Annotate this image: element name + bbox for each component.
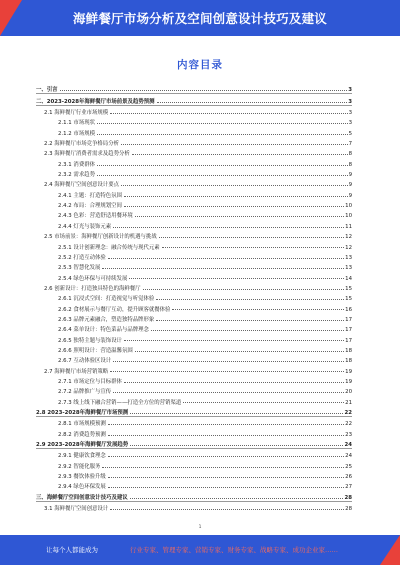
toc-entry-page: 12 <box>345 234 352 241</box>
toc-entry-label: 2.6.3 品牌元素融合，塑造独特品牌形象 <box>58 316 155 323</box>
toc-entry-page: 28 <box>345 506 352 513</box>
toc-leader-dots <box>113 392 344 393</box>
toc-entry[interactable] <box>36 178 352 188</box>
toc-leader-dots <box>135 216 344 217</box>
toc-entry[interactable] <box>36 364 352 374</box>
toc-leader-dots <box>124 382 344 383</box>
toc-entry-label: 2.6.4 菜单设计：特色菜品与品牌理念 <box>58 327 149 334</box>
toc-leader-dots <box>113 227 344 228</box>
toc-entry-page: 17 <box>345 337 352 344</box>
toc-entry[interactable] <box>36 137 352 147</box>
toc-entry-label: 2.6.6 照明设计：营造温馨氛围 <box>58 347 133 354</box>
toc-entry[interactable] <box>36 271 352 281</box>
toc-entry-page: 12 <box>345 244 352 251</box>
toc-leader-dots <box>97 123 348 124</box>
toc-entry-page: 7 <box>348 141 352 148</box>
toc-entry-label: 2.3 海鲜餐厅消费者需求及趋势分析 <box>44 151 130 158</box>
toc-entry[interactable] <box>36 261 352 271</box>
toc-leader-dots <box>108 456 344 457</box>
toc-leader-dots <box>156 299 344 300</box>
toc-entry-page: 9 <box>348 172 352 179</box>
toc-entry-label: 2.6.1 沉浸式空间：打造视觉与听觉体验 <box>58 296 155 303</box>
toc-entry-label: 2.8 2023-2028年海鲜餐厅市场预测 <box>36 410 129 416</box>
toc-entry-page: 9 <box>348 182 352 189</box>
page-number: 1 <box>198 525 202 530</box>
toc-leader-dots <box>110 509 344 510</box>
toc-leader-dots <box>124 340 344 341</box>
toc-leader-dots <box>60 90 348 91</box>
toc-leader-dots <box>135 351 344 352</box>
toc-entry-label: 2.9.1 健康饮食理念 <box>58 453 106 460</box>
toc-entry[interactable] <box>36 323 352 333</box>
toc-entry-label: 2.4 海鲜餐厅空间创意设计要点 <box>44 182 119 189</box>
toc-leader-dots <box>159 237 344 238</box>
toc-leader-dots <box>151 330 344 331</box>
toc-leader-dots <box>130 445 343 446</box>
toc-entry[interactable] <box>36 313 352 323</box>
toc-leader-dots <box>110 113 347 114</box>
toc-entry[interactable] <box>36 438 352 449</box>
toc-entry[interactable] <box>36 395 352 405</box>
toc-entry-page: 25 <box>345 463 352 470</box>
toc-entry-label: 2.5.1 设计创新理念：融合传统与现代元素 <box>58 244 160 251</box>
toc-leader-dots <box>108 477 344 478</box>
toc-entry[interactable] <box>36 502 352 512</box>
toc-entry[interactable] <box>36 106 352 116</box>
toc-entry[interactable] <box>36 188 352 198</box>
toc-leader-dots <box>130 498 344 499</box>
toc-entry-page: 5 <box>348 130 352 137</box>
toc-leader-dots <box>183 402 344 403</box>
toc-leader-dots <box>124 196 348 197</box>
toc-entry[interactable] <box>36 251 352 261</box>
toc-entry-page: 21 <box>345 399 352 406</box>
toc-entry[interactable] <box>36 449 352 459</box>
toc-entry-page: 3 <box>348 110 352 117</box>
toc-entry-page: 27 <box>345 484 352 491</box>
toc-entry[interactable] <box>36 219 352 229</box>
toc-entry-page: 18 <box>345 347 352 354</box>
toc-leader-dots <box>124 206 344 207</box>
toc-entry-page: 17 <box>345 316 352 323</box>
toc-entry-label: 2.8.2 消费趋势预测 <box>58 431 106 438</box>
toc-entry-label: 2.9.3 餐饮体验升级 <box>58 474 106 481</box>
toc-entry-label: 2.9.2 智能化服务 <box>58 463 101 470</box>
toc-entry-label: 2.3.2 需求趋势 <box>58 172 95 179</box>
toc-leader-dots <box>121 144 348 145</box>
toc-entry-page: 24 <box>344 442 352 449</box>
toc-entry[interactable] <box>36 168 352 178</box>
toc-entry[interactable] <box>36 116 352 126</box>
page-footer-banner <box>0 535 400 565</box>
page-header-banner <box>0 0 400 36</box>
toc-entry[interactable] <box>36 302 352 312</box>
toc-entry-label: 一、引言 <box>36 87 58 94</box>
toc-leader-dots <box>132 154 348 155</box>
toc-entry[interactable] <box>36 157 352 167</box>
toc-entry-label: 2.1.1 市场现状 <box>58 120 95 127</box>
toc-entry-page: 13 <box>345 265 352 272</box>
toc-entry-page: 17 <box>345 327 352 334</box>
toc-entry[interactable] <box>36 417 352 427</box>
toc-entry-page: 18 <box>345 358 352 365</box>
toc-leader-dots <box>129 278 344 279</box>
toc-leader-dots <box>121 185 348 186</box>
toc-entry-page: 3 <box>348 120 352 127</box>
toc-leader-dots <box>162 247 344 248</box>
toc-entry-page: 22 <box>344 410 352 416</box>
toc-entry-label: 2.9.4 绿色环保发展 <box>58 484 106 491</box>
toc-entry-label: 2.7.3 线上线下融合营销——打造全方位的营销渠道 <box>58 399 182 406</box>
toc-entry-label: 2.3.1 消费群体 <box>58 161 95 168</box>
toc-entry-page: 10 <box>345 213 352 220</box>
toc-entry-label: 2.5.3 智慧化发展 <box>58 265 101 272</box>
toc-entry-page: 20 <box>345 389 352 396</box>
toc-entry[interactable] <box>36 459 352 469</box>
toc-entry-page: 13 <box>345 254 352 261</box>
toc-entry-label: 2.2 海鲜餐厅市场竞争格局分析 <box>44 141 119 148</box>
toc-leader-dots <box>172 309 344 310</box>
toc-entry-label: 2.6.5 独特主题与装饰设计 <box>58 337 122 344</box>
toc-entry[interactable] <box>36 230 352 240</box>
toc-leader-dots <box>102 467 344 468</box>
toc-entry[interactable] <box>36 282 352 292</box>
toc-leader-dots <box>108 424 344 425</box>
toc-leader-dots <box>130 413 343 414</box>
toc-entry-label: 2.6 创新设计：打造独具特色的海鲜餐厅 <box>44 285 141 292</box>
footer-roles: 行业专家、管理专家、营销专家、财务专家、战略专家、成功企业家…… <box>130 546 338 554</box>
toc-entry-label: 3.1 海鲜餐厅空间创意设计 <box>44 506 109 513</box>
toc-entry-label: 二、2023-2028年海鲜餐厅市场前景及趋势预测 <box>36 98 155 105</box>
toc-entry-page: 23 <box>345 431 352 438</box>
toc-entry-page: 8 <box>348 151 352 158</box>
toc-entry[interactable] <box>36 292 352 302</box>
toc-entry-page: 3 <box>348 98 352 105</box>
toc-entry-label: 2.9 2023-2028年海鲜餐厅发展趋势 <box>36 442 129 449</box>
table-of-contents <box>36 83 352 512</box>
toc-leader-dots <box>156 320 344 321</box>
toc-entry-label: 2.4.3 色彩：营造舒适用餐环境 <box>58 213 133 220</box>
toc-entry[interactable] <box>36 94 352 105</box>
toc-leader-dots <box>97 134 348 135</box>
toc-entry-page: 19 <box>345 368 352 375</box>
toc-entry-label: 2.7.1 市场定位与目标群体 <box>58 378 122 385</box>
toc-entry[interactable] <box>36 240 352 250</box>
toc-entry[interactable] <box>36 199 352 209</box>
toc-leader-dots <box>157 102 348 103</box>
toc-entry-page: 19 <box>345 378 352 385</box>
toc-entry-page: 26 <box>345 474 352 481</box>
toc-entry-label: 2.5.2 打造互动体验 <box>58 254 106 261</box>
footer-red-corner <box>380 535 400 565</box>
toc-entry-page: 28 <box>344 494 352 501</box>
toc-entry-label: 2.1.2 市场规模 <box>58 130 95 137</box>
toc-entry-page: 10 <box>345 203 352 210</box>
toc-entry[interactable] <box>36 490 352 501</box>
toc-entry[interactable] <box>36 427 352 437</box>
toc-entry-page: 15 <box>345 296 352 303</box>
toc-leader-dots <box>110 371 344 372</box>
toc-entry-page: 8 <box>348 161 352 168</box>
toc-heading: 内容目录 <box>177 59 223 71</box>
toc-entry-label: 2.6.7 互动体验区设计 <box>58 358 112 365</box>
toc-entry-page: 3 <box>348 87 352 94</box>
toc-leader-dots <box>97 175 348 176</box>
document-title: 海鲜餐厅市场分析及空间创意设计技巧及建议 <box>72 11 327 26</box>
toc-leader-dots <box>143 289 345 290</box>
toc-entry-label: 2.7.2 品牌推广与宣传 <box>58 389 112 396</box>
toc-leader-dots <box>108 258 344 259</box>
toc-entry[interactable] <box>36 147 352 157</box>
toc-leader-dots <box>97 165 348 166</box>
toc-entry-label: 2.4.1 主题：打造特色氛围 <box>58 192 122 199</box>
toc-entry-page: 9 <box>348 192 352 199</box>
toc-entry-label: 2.4.4 灯光与装饰元素 <box>58 223 112 230</box>
toc-entry[interactable] <box>36 344 352 354</box>
toc-entry-label: 三、海鲜餐厅空间创意设计技巧及建议 <box>36 494 128 501</box>
toc-entry[interactable] <box>36 333 352 343</box>
toc-entry[interactable] <box>36 470 352 480</box>
toc-entry-page: 14 <box>345 275 352 282</box>
toc-entry-label: 2.8.1 市场规模预测 <box>58 421 106 428</box>
toc-leader-dots <box>108 487 344 488</box>
toc-entry[interactable] <box>36 480 352 490</box>
toc-entry-page: 15 <box>345 285 352 292</box>
toc-entry-page: 22 <box>345 421 352 428</box>
toc-entry-page: 16 <box>345 306 352 313</box>
toc-entry[interactable] <box>36 126 352 136</box>
toc-leader-dots <box>102 268 344 269</box>
toc-entry-page: 24 <box>345 453 352 460</box>
toc-entry[interactable] <box>36 354 352 364</box>
toc-entry-page: 11 <box>345 223 352 230</box>
toc-entry-label: 2.7 海鲜餐厅市场营销策略 <box>44 368 109 375</box>
toc-entry-label: 2.4.2 布局：合理规划空间 <box>58 203 122 210</box>
toc-leader-dots <box>108 435 344 436</box>
toc-entry[interactable] <box>36 209 352 219</box>
toc-entry-label: 2.6.2 食材展示与餐厅互动，提升顾客就餐体验 <box>58 306 171 313</box>
toc-entry[interactable] <box>36 375 352 385</box>
toc-entry-label: 2.5.4 绿色环保与可持续发展 <box>58 275 128 282</box>
toc-leader-dots <box>113 361 344 362</box>
toc-entry[interactable] <box>36 385 352 395</box>
toc-entry[interactable] <box>36 83 352 94</box>
toc-entry-label: 2.5 市场前景：海鲜餐厅创新设计的机遇与挑战 <box>44 234 157 241</box>
toc-entry[interactable] <box>36 406 352 417</box>
toc-entry-label: 2.1 海鲜餐厅行业市场规模 <box>44 110 109 117</box>
footer-slogan: 让每个人都能成为 <box>46 546 98 554</box>
